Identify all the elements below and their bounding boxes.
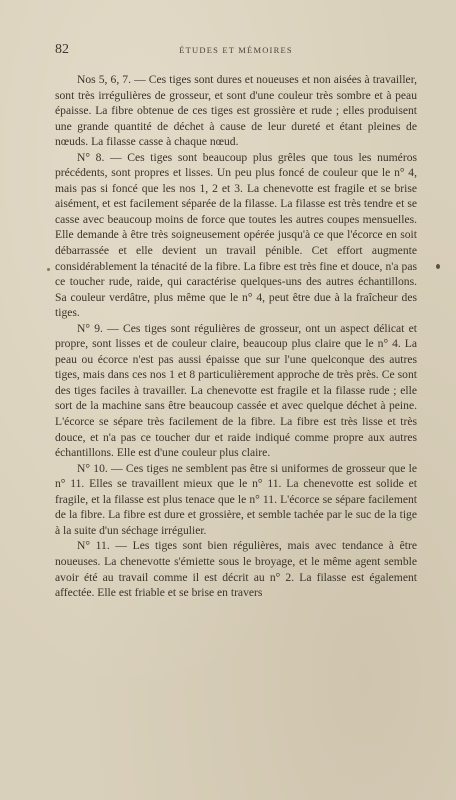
paragraph-no-8: N° 8. — Ces tiges sont beaucoup plus grêles que tous les numéros précédents, sont propres et lisses. Un peu plus foncé de couleur que le n° 4, mais pas si foncé que les nos 1, 2 et 3. La chenevotte est fragile et se brise aisément, et est facilement séparée de la filasse. La filasse est très tendre et se casse avec beaucoup moins de force que toutes les autres coupes mensuelles. Elle demande à être très soigneusement opérée jusqu'à ce que l'écorce en soit débarrassée et elle devient un travail pénible. Cet effort augmente considérablement la ténacité de la fibre. La fibre est très fine et douce, n'a pas ce toucher rude, raide, qui caractérise quelques-uns des autres échantillons. Sa couleur verdâtre, plus même que le n° 4, peut être due à la fraîcheur des tiges.: [55, 150, 417, 320]
page-body: [55, 72, 417, 601]
running-title: ÉTUDES ET MÉMOIRES: [179, 45, 293, 55]
ink-speck: [47, 268, 50, 271]
paragraph-nos-5-6-7: Nos 5, 6, 7. — Ces tiges sont dures et noueuses et non aisées à travailler, sont très irrégulières de grosseur, et sont d'une couleur très sombre et à peau épaisse. La fibre obtenue de ces tiges est grossière et rude ; elles produisent une grande quantité de déchet à cause de leur dureté et étant pleines de nœuds. La filasse casse à chaque nœud.: [55, 73, 417, 149]
paragraph-no-9: N° 9. — Ces tiges sont régulières de grosseur, ont un aspect délicat et propre, sont lisses et de couleur claire, beaucoup plus claire que le n° 4. La peau ou écorce n'est pas aussi épaisse que sur l'une quelconque des autres tiges, mais dans ces nos 1 et 8 particulièrement approche de très près. Ce sont des tiges faciles à travailler. La chenevotte est fragile et la filasse rude ; elle sort de la machine sans être beaucoup cassée et avec quelque déchet à peine. L'écorce se sépare très facilement de la fibre. La fibre est très lisse et très douce, et n'a pas ce toucher dur et raide indiqué comme propre aux autres échantillons. Elle est d'une couleur plus claire.: [55, 321, 417, 460]
page-number: 82: [55, 42, 69, 57]
page-header: [55, 42, 417, 62]
ink-speck: [436, 264, 440, 269]
paragraph-no-11: N° 11. — Les tiges sont bien régulières, mais avec tendance à être noueuses. La chenevotte s'émiette sous le broyage, et le même agent semble avoir été au travail comme il est décrit au n° 2. La filasse est également affectée. Elle est friable et se brise en travers: [55, 539, 417, 600]
book-page: [55, 42, 417, 601]
paragraph-no-10: N° 10. — Ces tiges ne semblent pas être si uniformes de grosseur que le n° 11. Elles se travaillent mieux que le n° 11. La chenevotte est solide et fragile, et la filasse est plus tenace que le n° 11. L'écorce se sépare facilement de la fibre. La fibre est dure et grossière, et semble tachée par le suc de la tige à la suite d'un séchage irrégulier.: [55, 461, 417, 537]
